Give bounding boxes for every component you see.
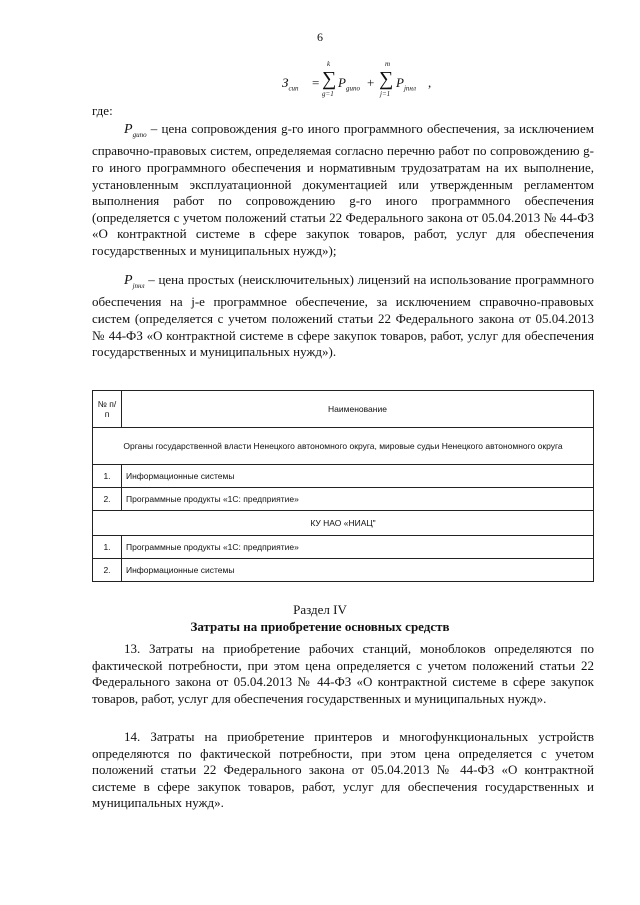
row-name: Информационные системы (122, 559, 594, 582)
sum1-lower-limit: g=1 (322, 90, 334, 98)
page-number: 6 (317, 30, 323, 44)
formula-comma: , (428, 75, 432, 90)
sum2-upper-limit: m (385, 60, 391, 68)
row-number: 1. (93, 536, 122, 559)
formula-term1: $P_{gипо}$ (338, 75, 360, 93)
sum1-sigma-icon: ∑ (322, 68, 337, 90)
table-header-row (93, 391, 594, 428)
paragraph-13: 13. Затраты на приобретение рабочих станций, моноблоков определяются по фактической потребности, при этом цена определяется с учетом положений статьи 22 Федерального закона от 05.04.2013 № 44-ФЗ «О контрактной системе в сфере закупок товаров, работ, услуг для обеспечения государственных и муниципальных нужд». (92, 641, 594, 706)
row-number: 2. (93, 559, 122, 582)
definition-jpnl-symbol: $P_{jпнл}$ (124, 273, 145, 290)
cost-formula (0, 58, 640, 98)
definition-jpnl-text: – цена простых (неисключительных) лицензий на использование программного обеспечения на j-е программное обеспечение, за исключением справочно-правовых систем (определяется с учетом положений статьи 22 Федерального закона от 05.04.2013 № 44-ФЗ «О контрактной системе в сфере закупок товаров, работ, услуг для обеспечения государственных и муниципальных нужд»). (92, 272, 595, 360)
header-number: № п/п (93, 391, 122, 428)
software-table (92, 390, 594, 582)
definition-gipo-symbol: $P_{gипо}$ (124, 122, 147, 139)
table-group-row (93, 511, 594, 536)
group-title: Органы государственной власти Ненецкого автономного округа, мировые судьи Ненецкого автономного округа (93, 428, 594, 465)
section-label: Раздел IV (293, 602, 347, 617)
sum2-lower-limit: j=1 (380, 90, 391, 98)
formula-term2: $P_{jпнл}$ (396, 75, 416, 93)
definition-gipo-text: – цена сопровождения g-го иного программного обеспечения, за исключением справочно-правовых систем, определяемая согласно перечню работ по сопровождению g-го иного программного обеспечения и нормативным трудозатратам на их выполнение, установленным эксплуатационной документацией или утвержденным регламентом выполнения работ по сопровождению g-го иного программного обеспечения (определяется с учетом положений статьи 22 Федерального закона от 05.04.2013 № 44-ФЗ «О контрактной системе в сфере закупок товаров, работ, услуг для обеспечения государственных и муниципальных нужд»); (92, 121, 595, 258)
row-name: Информационные системы (122, 465, 594, 488)
table-row (93, 536, 594, 559)
row-number: 2. (93, 488, 122, 511)
formula-lhs: $З_{сип}$ (282, 75, 299, 93)
table-group-row (93, 428, 594, 465)
definition-gipo (92, 121, 594, 260)
row-name: Программные продукты «1С: предприятие» (122, 488, 594, 511)
sum1-upper-limit: k (327, 60, 331, 68)
row-number: 1. (93, 465, 122, 488)
formula-equals: = (312, 75, 320, 90)
where-label: где: (92, 103, 113, 118)
table-row (93, 488, 594, 511)
definition-jpnl (92, 272, 594, 361)
paragraph-14: 14. Затраты на приобретение принтеров и многофункциональных устройств определяются по фактической потребности, при этом цена определяется с учетом положений статьи 22 Федерального закона от 05.04.2013 № 44-ФЗ «О контрактной системе в сфере закупок товаров, работ, услуг для обеспечения государственных и муниципальных нужд». (92, 729, 594, 811)
header-name: Наименование (122, 391, 594, 428)
row-name: Программные продукты «1С: предприятие» (122, 536, 594, 559)
section-title: Затраты на приобретение основных средств (190, 619, 450, 634)
group-title: КУ НАО «НИАЦ" (93, 511, 594, 536)
table-row (93, 559, 594, 582)
sum2-sigma-icon: ∑ (379, 68, 394, 90)
formula-plus: + (367, 75, 375, 90)
table-row (93, 465, 594, 488)
